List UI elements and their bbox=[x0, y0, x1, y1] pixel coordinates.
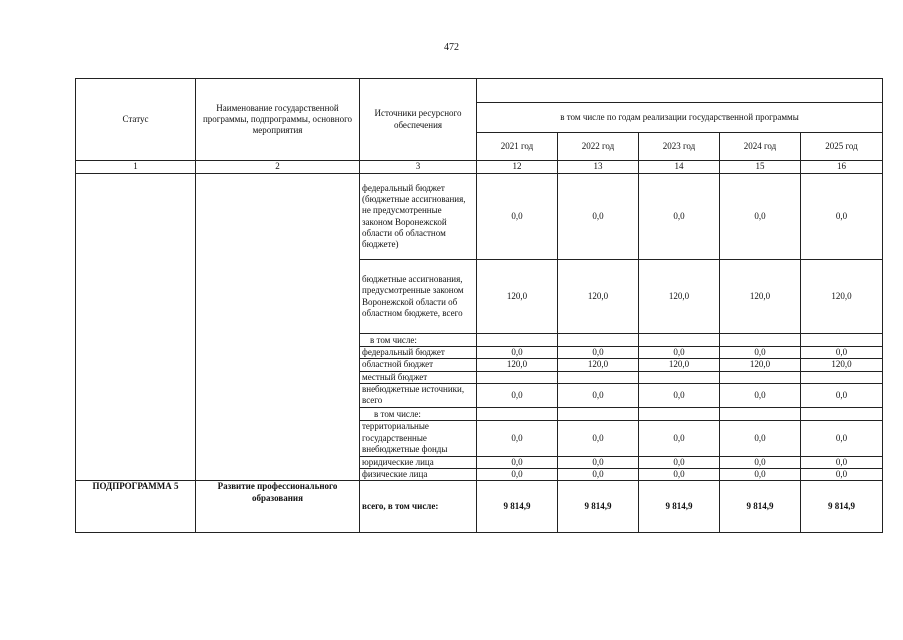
value-cell bbox=[720, 407, 801, 420]
value-cell bbox=[801, 371, 883, 383]
value-cell: 120,0 bbox=[720, 359, 801, 371]
value-cell bbox=[477, 371, 558, 383]
value-cell bbox=[720, 371, 801, 383]
value-cell: 0,0 bbox=[720, 469, 801, 481]
value-cell: 0,0 bbox=[639, 174, 720, 260]
value-cell bbox=[558, 334, 639, 347]
name-cell-empty bbox=[196, 174, 360, 481]
value-cell bbox=[639, 407, 720, 420]
subprogram-value: 9 814,9 bbox=[477, 481, 558, 533]
table-row bbox=[76, 174, 883, 260]
value-cell: 0,0 bbox=[558, 469, 639, 481]
value-cell: 0,0 bbox=[477, 420, 558, 456]
value-cell: 0,0 bbox=[720, 420, 801, 456]
value-cell: 0,0 bbox=[639, 469, 720, 481]
column-number: 15 bbox=[720, 161, 801, 174]
value-cell: 0,0 bbox=[801, 174, 883, 260]
source-label: местный бюджет bbox=[360, 371, 477, 383]
source-label: юридические лица bbox=[360, 456, 477, 468]
column-number: 12 bbox=[477, 161, 558, 174]
value-cell: 0,0 bbox=[801, 420, 883, 456]
value-cell bbox=[558, 407, 639, 420]
value-cell: 0,0 bbox=[558, 174, 639, 260]
value-cell: 0,0 bbox=[558, 420, 639, 456]
header-year: 2024 год bbox=[720, 133, 801, 161]
value-cell: 0,0 bbox=[558, 347, 639, 359]
source-label: в том числе: bbox=[360, 407, 477, 420]
value-cell: 0,0 bbox=[477, 383, 558, 407]
value-cell: 0,0 bbox=[558, 383, 639, 407]
value-cell: 0,0 bbox=[558, 456, 639, 468]
header-year: 2023 год bbox=[639, 133, 720, 161]
value-cell: 0,0 bbox=[720, 174, 801, 260]
value-cell: 120,0 bbox=[558, 260, 639, 334]
value-cell: 120,0 bbox=[720, 260, 801, 334]
source-label: областной бюджет bbox=[360, 359, 477, 371]
value-cell: 0,0 bbox=[639, 420, 720, 456]
value-cell bbox=[801, 407, 883, 420]
source-label: федеральный бюджет bbox=[360, 347, 477, 359]
column-number: 13 bbox=[558, 161, 639, 174]
source-label: территориальные государственные внебюджетные фонды bbox=[360, 420, 477, 456]
header-empty-cell bbox=[477, 79, 883, 103]
header-year: 2021 год bbox=[477, 133, 558, 161]
subprogram-value: 9 814,9 bbox=[801, 481, 883, 533]
value-cell bbox=[639, 334, 720, 347]
budget-table bbox=[75, 78, 883, 533]
value-cell: 0,0 bbox=[639, 347, 720, 359]
value-cell: 0,0 bbox=[639, 456, 720, 468]
subprogram-value: 9 814,9 bbox=[639, 481, 720, 533]
value-cell: 120,0 bbox=[477, 359, 558, 371]
value-cell: 0,0 bbox=[477, 174, 558, 260]
value-cell: 0,0 bbox=[801, 469, 883, 481]
subprogram-row bbox=[76, 481, 883, 533]
column-number: 3 bbox=[360, 161, 477, 174]
source-label: федеральный бюджет (бюджетные ассигнования, не предусмотренные законом Воронежской области об областном бюджете) bbox=[360, 174, 477, 260]
value-cell bbox=[477, 407, 558, 420]
value-cell: 120,0 bbox=[558, 359, 639, 371]
source-label: физические лица bbox=[360, 469, 477, 481]
header-sources: Источники ресурсного обеспечения bbox=[360, 79, 477, 161]
subprogram-value: 9 814,9 bbox=[720, 481, 801, 533]
subprogram-status: ПОДПРОГРАММА 5 bbox=[76, 481, 196, 533]
value-cell: 120,0 bbox=[477, 260, 558, 334]
value-cell: 120,0 bbox=[639, 260, 720, 334]
value-cell: 0,0 bbox=[801, 383, 883, 407]
subprogram-source-label: всего, в том числе: bbox=[360, 481, 477, 533]
value-cell: 0,0 bbox=[801, 456, 883, 468]
value-cell: 0,0 bbox=[720, 347, 801, 359]
value-cell: 0,0 bbox=[801, 347, 883, 359]
value-cell bbox=[477, 334, 558, 347]
value-cell: 120,0 bbox=[801, 359, 883, 371]
value-cell bbox=[801, 334, 883, 347]
value-cell bbox=[639, 371, 720, 383]
header-years-group: в том числе по годам реализации государственной программы bbox=[477, 103, 883, 133]
column-number: 14 bbox=[639, 161, 720, 174]
header-row-top bbox=[76, 79, 883, 103]
value-cell: 0,0 bbox=[639, 383, 720, 407]
subprogram-name: Развитие профессионального образования bbox=[196, 481, 360, 533]
value-cell: 120,0 bbox=[639, 359, 720, 371]
header-year: 2022 год bbox=[558, 133, 639, 161]
value-cell: 0,0 bbox=[720, 456, 801, 468]
source-label: бюджетные ассигнования, предусмотренные законом Воронежской области об областном бюджете, всего bbox=[360, 260, 477, 334]
value-cell: 120,0 bbox=[801, 260, 883, 334]
column-number: 16 bbox=[801, 161, 883, 174]
value-cell bbox=[720, 334, 801, 347]
value-cell: 0,0 bbox=[477, 469, 558, 481]
source-label: внебюджетные источники, всего bbox=[360, 383, 477, 407]
header-year: 2025 год bbox=[801, 133, 883, 161]
value-cell bbox=[558, 371, 639, 383]
header-name: Наименование государственной программы, подпрограммы, основного мероприятия bbox=[196, 79, 360, 161]
value-cell: 0,0 bbox=[720, 383, 801, 407]
value-cell: 0,0 bbox=[477, 456, 558, 468]
page-number: 472 bbox=[444, 42, 459, 53]
column-number: 1 bbox=[76, 161, 196, 174]
header-status: Статус bbox=[76, 79, 196, 161]
column-number: 2 bbox=[196, 161, 360, 174]
subprogram-value: 9 814,9 bbox=[558, 481, 639, 533]
value-cell: 0,0 bbox=[477, 347, 558, 359]
status-cell-empty bbox=[76, 174, 196, 481]
column-numbers-row bbox=[76, 161, 883, 174]
source-label: в том числе: bbox=[360, 334, 477, 347]
